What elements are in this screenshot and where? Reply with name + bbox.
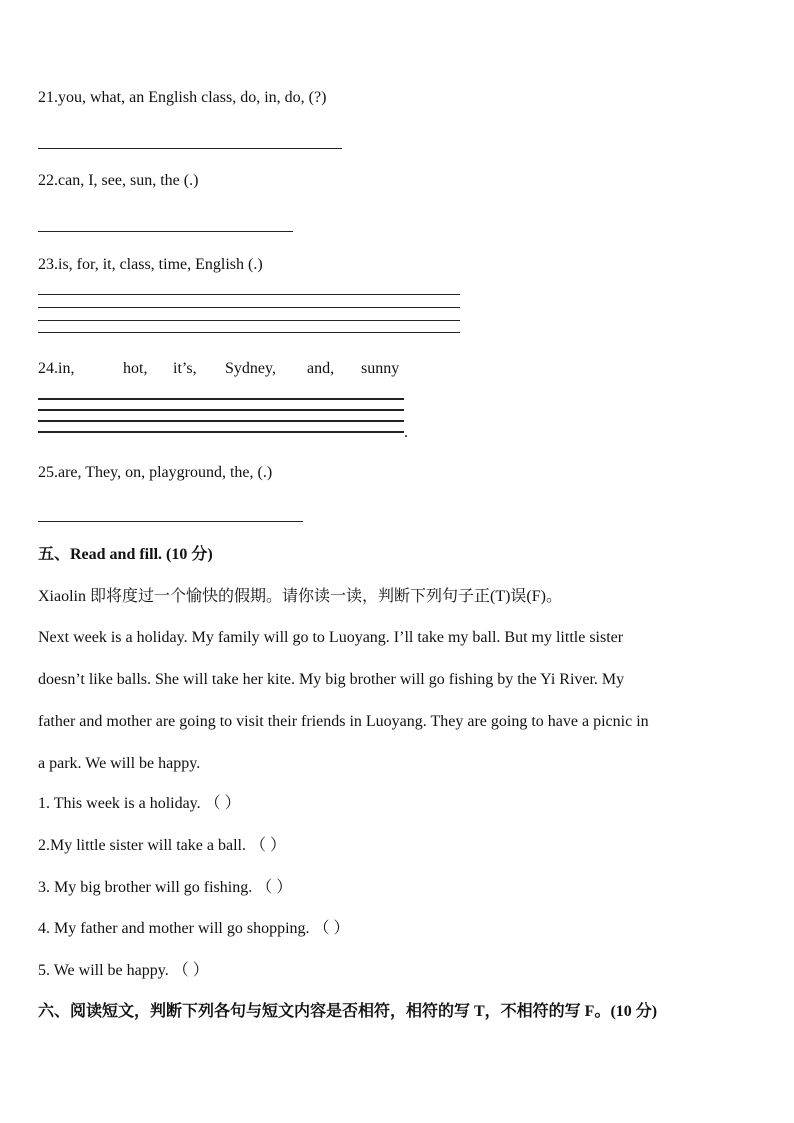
answer-line[interactable] bbox=[38, 332, 460, 333]
answer-line[interactable] bbox=[38, 231, 293, 232]
question-words: is, for, it, class, time, English (.) bbox=[58, 256, 263, 273]
section-6-title: 六、阅读短文，判断下列各句与短文内容是否相符，相符的写 T，不相符的写 F。(10 分) bbox=[38, 1003, 658, 1020]
section-5-title: 五、Read and fill. (10 分) bbox=[38, 546, 213, 563]
tf-item[interactable]: 2.My little sister will take a ball. （ ） bbox=[38, 837, 286, 854]
answer-line[interactable] bbox=[38, 521, 303, 522]
word: hot, bbox=[123, 360, 148, 377]
answer-line[interactable] bbox=[38, 409, 404, 411]
question-number: 22. bbox=[38, 172, 58, 189]
tf-item[interactable]: 3. My big brother will go fishing. （ ） bbox=[38, 879, 293, 896]
question-number: 21. bbox=[38, 89, 58, 106]
word: and, bbox=[307, 360, 335, 377]
question-21 bbox=[38, 88, 326, 108]
tf-item[interactable]: 4. My father and mother will go shopping. （ ） bbox=[38, 920, 350, 937]
trailing-period: . bbox=[404, 424, 408, 441]
passage-line: Next week is a holiday. My family will go to Luoyang. I’ll take my ball. But my little sister bbox=[38, 629, 624, 646]
passage-line: father and mother are going to visit their friends in Luoyang. They are going to have a picnic in bbox=[38, 713, 649, 730]
question-number: 24. bbox=[38, 360, 58, 377]
question-words: can, I, see, sun, the (.) bbox=[58, 172, 199, 189]
answer-line[interactable] bbox=[38, 420, 404, 422]
section-5-instruction: Xiaolin 即将度过一个愉快的假期。请你读一读，判断下列句子正(T)误(F)。 bbox=[38, 588, 562, 605]
answer-line[interactable] bbox=[38, 307, 460, 308]
question-words: are, They, on, playground, the, (.) bbox=[58, 464, 273, 481]
question-25 bbox=[38, 463, 272, 483]
question-23 bbox=[38, 255, 263, 275]
word: Sydney, bbox=[225, 360, 276, 377]
passage-line: doesn’t like balls. She will take her kite. My big brother will go fishing by the Yi River. My bbox=[38, 671, 625, 688]
answer-line[interactable] bbox=[38, 320, 460, 321]
word: in, bbox=[58, 360, 75, 377]
question-words: you, what, an English class, do, in, do, (?) bbox=[58, 89, 327, 106]
answer-line[interactable] bbox=[38, 294, 460, 295]
tf-item[interactable]: 1. This week is a holiday. （ ） bbox=[38, 795, 241, 812]
question-number: 23. bbox=[38, 256, 58, 273]
question-number: 25. bbox=[38, 464, 58, 481]
answer-line[interactable] bbox=[38, 148, 342, 149]
reading-passage bbox=[38, 617, 758, 785]
question-22 bbox=[38, 171, 198, 191]
tf-item[interactable]: 5. We will be happy. （ ） bbox=[38, 962, 209, 979]
word: it’s, bbox=[173, 360, 197, 377]
passage-line: a park. We will be happy. bbox=[38, 755, 201, 772]
word: sunny bbox=[361, 360, 400, 377]
answer-line[interactable] bbox=[38, 398, 404, 400]
answer-line[interactable] bbox=[38, 431, 404, 433]
question-24 bbox=[38, 359, 399, 379]
